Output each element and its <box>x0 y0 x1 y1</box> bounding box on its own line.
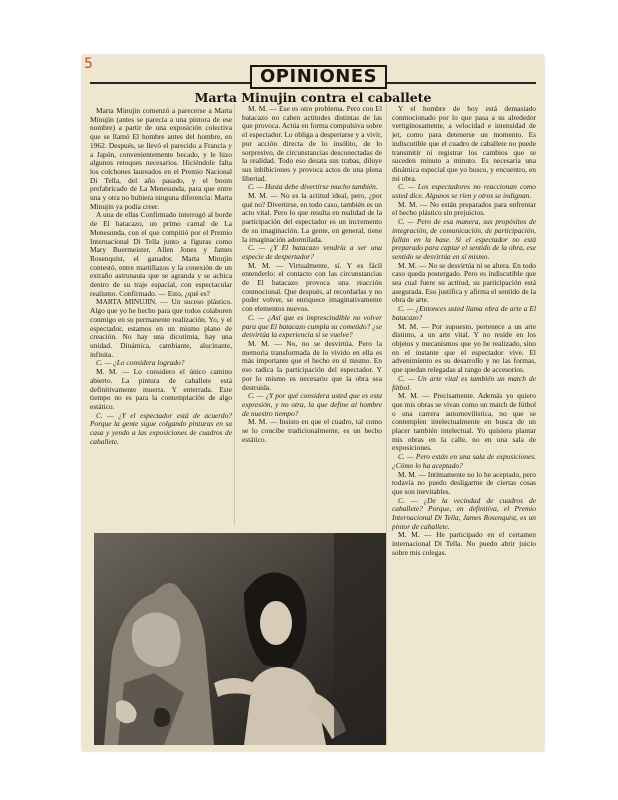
paragraph: C. — ¿Así que es imprescindible no volver para que El batacazo cumpla su cometido? ¿se desvirtúa la experiencia si se vuelve? <box>242 312 382 340</box>
column-divider <box>234 105 235 525</box>
column-divider <box>386 105 387 745</box>
paragraph: M. M. — Ese es otro problema. Pero con El batacazo no caben actitudes distintas de las que provoca. Actúa en forma compulsiva sobre el espectador. Lo obliga a despertarse y a vivir, por acción directa de lo insólito, de lo sorpresivo, de circunstancias desconectadas de la realidad. Todo eso desata sus trabas, diluye sus inhibiciones y provoca actos de una plena libertad. <box>242 104 382 183</box>
paragraph: C. — Pero de esa manera, sus propósitos de integración, de comunicación, de participación, fallan en la base. Si el espectador no está preparado para captar el sentido de la obra, ese sentido se desvirtúa en sí mismo. <box>392 217 536 261</box>
paragraph: M. M. — Precisamente. Además yo quiero que mis obras se vivan como un match de fútbol o una carrera automovilística, no que se contemplen intelectualmente en busca de un placer también intelectual. Yo quisiera plantar mis obras en la calle, no en una sala de exposiciones. <box>392 391 536 453</box>
photo-illustration <box>94 533 386 745</box>
paragraph: M. M. — He participado en el certamen internacional Di Tella. No puedo abrir juicio sobre mis colegas. <box>392 530 536 557</box>
paragraph: M. M. — No, no se desvirtúa. Pero la memoria transformada de lo vivido en ella es más importante que el hecho en sí mismo. En eso radica la participación del espectador. Y por lo mismo es necesario que la obra sea destruida. <box>242 338 382 392</box>
artist-photo <box>94 533 386 745</box>
paragraph: C. — Los espectadores no reaccionan como usted dice. Algunos se ríen y otros se indignan. <box>392 182 536 201</box>
paragraph: M. M. — No se desvirtúa ni se altera. En todo caso queda postergado. Pero es indiscutible que sea cual fuere su actitud, su participación está asegurada. Eso justifica y afirma el sentido de la obra de arte. <box>392 260 536 305</box>
paragraph: M. M. — Insisto en que el cuadro, tal como se lo concibe tradicionalmente, es un hecho estático. <box>242 417 382 444</box>
article-title: Marta Minujin contra el caballete <box>194 90 432 105</box>
paragraph: C. — ¿Y por qué considera usted que es esta expresión, y no otra, la que define al hombre de nuestro tiempo? <box>242 391 382 418</box>
paragraph: C. — ¿Y El batacazo vendría a ser una especie de despertador? <box>242 243 382 261</box>
paragraph: C. — ¿De la vecindad de cuadros de caballete? Porque, en definitiva, el Premio Internacional Di Tella, James Rosenquist, es un pintor de caballete. <box>392 495 536 531</box>
paragraph: C. — Hasta debe divertirse mucho también. <box>248 182 378 192</box>
column-3 <box>392 105 536 558</box>
paragraph: M. M. — No es la actitud ideal, pero, ¿por qué no? Divertirse, en todo caso, también es un acto vital. Pero lo que resulta en realidad de la participación del espectador es un incremento de su imaginación. La gente, en general, tiene la imaginación adormilada. <box>242 191 382 244</box>
page-number-mark: 5 <box>84 56 93 72</box>
paragraph: Marta Minujin comenzó a parecerse a Marta Minujin (antes se parecía a una pintora de ese nombre) a partir de una exposición colectiva que se llamó El hombre antes del hombre, en 1962. Después, se llevó el parecido a Francia y a Japón, convenientemente becado, y le hizo algunos retoques necesarios. Hiciéndole falta los colchones laureados en el Premio Nacional Di Tella, del año pasado, y el boom prefabricado de La Menesunda, para que entre una y otra no hubiera ninguna diferencia: Marta Minujin ya podía creer. <box>90 106 232 211</box>
paragraph: M. M. — Virtualmente, sí. Y es fácil entenderlo: el contacto con las circunstancias de El batacazo provoca una reacción conmocional. Que después, al recordarlas y no poder volver, se enriquece imaginativamente con elementos nuevos. <box>242 260 382 314</box>
column-2 <box>242 105 382 444</box>
newspaper-clipping <box>82 55 544 751</box>
section-heading: OPINIONES <box>250 65 387 89</box>
paragraph: M. M. — No están preparados para enfrentar el hecho plástico sin prejuicios. <box>392 199 536 218</box>
paragraph: C. — ¿Lo considera logrado? <box>96 358 185 368</box>
paragraph: MARTA MINUJIN. — Un suceso plástico. Algo que yo he hecho para que todos colaboren conmigo en su permanente realización. Yo, y el espectador, estamos en un mismo plano de creación. No hay una dicotimía, hay una unidad. Dinámica, cambiante, alucinante, infinita. <box>90 297 232 359</box>
paragraph: M. M. — Por supuesto, pertenece a un arte distinto, a un arte vital. Y no reside en los objetos y mecanismos que yo he realizado, sino en el instante que el espectador vive. El advenimiento es su desarrollo y no las formas, que quedan relegadas al rango de accesorios. <box>392 321 536 375</box>
paragraph: A una de ellas Confirmado interrogó al borde de El batacazo, un primo carnal de La Menesunda, con el que compitió por el Premio Internacional Di Tella junto a figuras como Mary Buermeister, Allen Jones y James Rosenquist, el ganador. Marta Minujin contestó, entre martillazos y la conexión de un extraño astronauta que se agranda y se achica dentro de su traje espacial, con espectacular realismo. Confirmado. — Esto, ¿qué es? <box>90 210 232 298</box>
paragraph: C. — Pero están en una sala de exposiciones. ¿Cómo lo ha aceptado? <box>392 452 536 470</box>
paragraph: M. M. — Lo considero el único camino abierto. La pintura de caballete está definitivamente muerta. Y enterrada. Este tiempo no es para la contemplación de algo estático. <box>90 367 232 411</box>
column-1 <box>90 107 232 446</box>
paragraph: C. — Un arte vital es también un match de fútbol. <box>392 373 536 392</box>
paragraph: C. — ¿Y el espectador está de acuerdo? Porque la gente sigue colgando pinturas en su casa y yendo a las exposiciones de cuadros de caballete. <box>90 410 232 446</box>
paragraph: Y el hombre de hoy está demasiado conmocionado por lo que pasa a su alrededor vertiginosamente, a velocidad e intensidad de jet, como para detenerse un momento. Es indiscutible que el cuadro de caballete no puede transmitir ni registrar los cambios que se suceden minuto a minuto. Es necesaria una dinámica especial que yo busco, y encuentro, en mi obra. <box>392 104 536 183</box>
paragraph: M. M. — Intimamente no lo he aceptado, pero todavía no puedo desligarme de ciertas cosas que son inevitables. <box>392 469 536 496</box>
paragraph: C. — ¿Entonces usted llama obra de arte a El batacazo? <box>392 304 536 322</box>
